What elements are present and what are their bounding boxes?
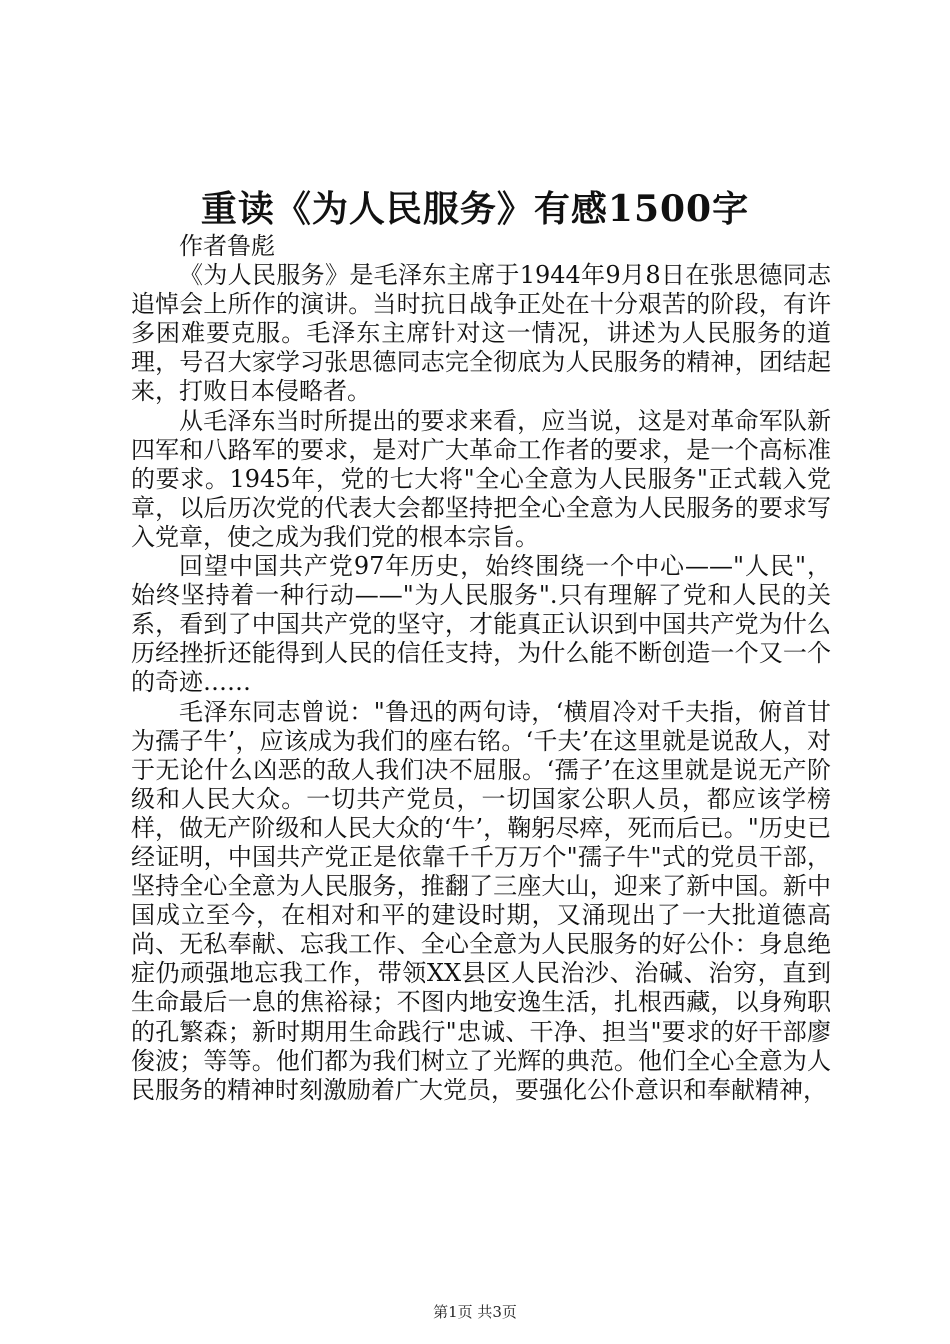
paragraph-2: 从毛泽东当时所提出的要求来看，应当说，这是对革命军队新四军和八路军的要求，是对广大革命工作者的要求，是一个高标准的要求。1945年，党的七大将"全心全意为人民服务"正式载入党章，以后历次党的代表大会都坚持把全心全意为人民服务的要求写入党章，使之成为我们党的根本宗旨。 (131, 406, 831, 551)
paragraph-1: 《为人民服务》是毛泽东主席于1944年9月8日在张思德同志追悼会上所作的演讲。当时抗日战争正处在十分艰苦的阶段，有许多困难要克服。毛泽东主席针对这一情况，讲述为人民服务的道理，号召大家学习张思德同志完全彻底为人民服务的精神，团结起来，打败日本侵略者。 (131, 261, 831, 406)
author-line: 作者鲁彪 (179, 232, 275, 260)
document-title: 重读《为人民服务》有感1500字 (200, 188, 750, 230)
page-footer: 第1页 共3页 (433, 1303, 517, 1321)
paragraph-4: 毛泽东同志曾说："鲁迅的两句诗，‘横眉冷对千夫指，俯首甘为孺子牛’，应该成为我们的座右铭。‘千夫’在这里就是说敌人，对于无论什么凶恶的敌人我们决不屈服。‘孺子’在这里就是说无产阶级和人民大众。一切共产党员，一切国家公职人员，都应该学榜样，做无产阶级和人民大众的‘牛’，鞠躬尽瘁，死而后已。"历史已经证明，中国共产党正是依靠千千万万个"孺子牛"式的党员干部，坚持全心全意为人民服务，推翻了三座大山，迎来了新中国。新中国成立至今，在相对和平的建设时期，又涌现出了一大批道德高尚、无私奉献、忘我工作、全心全意为人民服务的好公仆：身息绝症仍顽强地忘我工作，带领XX县区人民治沙、治碱、治穷，直到生命最后一息的焦裕禄；不图内地安逸生活，扎根西藏，以身殉职的孔繁森；新时期用生命践行"忠诚、干净、担当"要求的好干部廖俊波；等等。他们都为我们树立了光辉的典范。他们全心全意为人民服务的精神时刻激励着广大党员，要强化公仆意识和奉献精神， (131, 697, 831, 1104)
document-body (131, 232, 831, 1105)
paragraph-3: 回望中国共产党97年历史，始终围绕一个中心——"人民"，始终坚持着一种行动——"为人民服务".只有理解了党和人民的关系，看到了中国共产党的坚守，才能真正认识到中国共产党为什么历经挫折还能得到人民的信任支持，为什么能不断创造一个又一个的奇迹…… (131, 552, 831, 697)
